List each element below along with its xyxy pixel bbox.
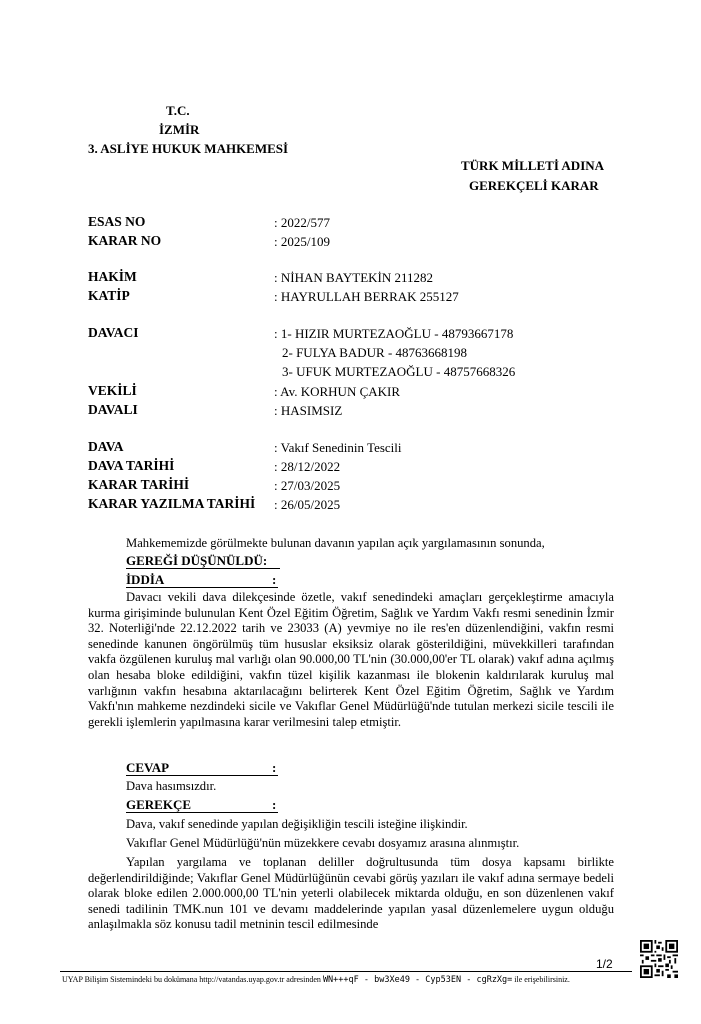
davaci-3: 3- UFUK MURTEZAOĞLU - 48757668326 [282,364,516,379]
header-tc: T.C. [166,103,190,118]
karar-value: : 2025/109 [274,234,330,249]
gerekce-underline [126,812,278,813]
dava-tarihi-label: DAVA TARİHİ [88,458,175,473]
davali-value: : HASIMSIZ [274,403,343,418]
vekili-value: : Av. KORHUN ÇAKIR [274,384,401,399]
davaci-1: : 1- HIZIR MURTEZAOĞLU - 48793667178 [274,326,514,341]
davaci-label: DAVACI [88,325,139,340]
cevap-text: Dava hasımsızdır. [126,779,217,793]
dava-label: DAVA [88,439,124,454]
cevap-underline [126,775,278,776]
yazilma-value: : 26/05/2025 [274,497,341,512]
header-decision: GEREKÇELİ KARAR [469,178,599,193]
gerekce-heading: GEREKÇE [126,797,192,812]
hakim-value: : NİHAN BAYTEKİN 211282 [274,270,434,285]
footer-text [62,975,570,985]
gerek-underline [126,568,280,569]
gerekce-text: Yapılan yargılama ve toplanan deliller doğrultusunda tüm dosya kapsamı birlikte değerlendirildiğinde; Vakıflar Genel Müdürlüğünün cevabi görüş yazıları ile vakıf adına sermaye bedeli olarak bloke edilen 2.000.000,00 TL'nin yeterli olabilecek miktarda olduğu, en son düzenlenen vakıf senedi tadilinin TMK.nun 101 ve devamı maddelerinde yapılan yasal düzenlemelere uygun olduğu anlaşılmakla söz konusu tadil metninin tescil edilmesinde [88,855,614,932]
page-number: 1/2 [596,957,613,971]
davali-label: DAVALI [88,402,138,417]
gerekce-line-2: Vakıflar Genel Müdürlüğü'nün müzekkere cevabı dosyamız arasına alınmıştır. [126,836,520,850]
esas-value: : 2022/577 [274,215,330,230]
footer-suffix: ile erişebilirsiniz. [512,975,570,984]
iddia-underline [126,587,278,588]
karar-label: KARAR NO [88,233,162,248]
karar-tarihi-label: KARAR TARİHİ [88,477,190,492]
footer-prefix: UYAP Bilişim Sistemindeki bu dokümana http://vatandas.uyap.gov.tr adresinden [62,975,323,984]
gerekce-paragraph [88,855,614,933]
katip-value: : HAYRULLAH BERRAK 255127 [274,289,459,304]
davaci-2: 2- FULYA BADUR - 48763668198 [282,345,468,360]
iddia-paragraph [88,590,614,730]
gerekce-colon: : [272,797,277,812]
iddia-text: Davacı vekili dava dilekçesinde özetle, vakıf senedindeki amaçları gerçekleştirme amacıyla kurma girişiminde bulunulan Kent Özel Eğitim Öğretim, Sağlık ve Yardım Vakfı resmi senedinin İzmir 32. Noterliği'nde 22.12.2022 tarih ve 23033 (A) yevmiye no ile res'en düzenlendiğini, vakfın resmi senedinde kanunen öngörülmüş tüm hususlar eksiksiz olarak gösterildiğini, müvekkilleri tarafından vakfa özgülenen kuruluş mal varlığı olan 90.000,00 TL'nin (30.000,00'er TL olarak) vakıf adına açılmış olan hesaba bloke edildiğini, vakfın tüzel kişilik kazanması ile blokenin kaldırılarak kuruluş mal varlığının vakfın hesabına aktarılacağını belirterek Kent Özel Eğitim Öğretim, Sağlık ve Yardım Vakfı'nın mahkeme nezdindeki sicile ve Vakıflar Genel Müdürlüğü'nde tutulan merkezi sicile tescili ile gerekli işlemlerin yapılmasına karar verilmesini talep etmiştir. [88,590,614,729]
gerekce-line-1: Dava, vakıf senedinde yapılan değişikliğin tescili isteğine ilişkindir. [126,817,468,831]
dava-tarihi-value: : 28/12/2022 [274,459,341,474]
verification-code: WN+++qF - bw3Xe49 - Cyp53EN - cgRzXg= [322,975,513,985]
karar-tarihi-value: : 27/03/2025 [274,478,341,493]
qr-code-icon [640,940,678,978]
vekili-label: VEKİLİ [88,383,137,398]
esas-label: ESAS NO [88,214,146,229]
iddia-heading: İDDİA [126,572,165,587]
dava-value: : Vakıf Senedinin Tescili [274,440,402,455]
header-city: İZMİR [159,122,200,137]
header-nation: TÜRK MİLLETİ ADINA [461,158,605,173]
katip-label: KATİP [88,288,130,303]
footer-rule [60,971,632,972]
hakim-label: HAKİM [88,269,137,284]
yazilma-label: KARAR YAZILMA TARİHİ [88,496,256,511]
cevap-heading: CEVAP [126,760,170,775]
cevap-colon: : [272,760,277,775]
header-court: 3. ASLİYE HUKUK MAHKEMESİ [88,141,289,156]
gerek-heading: GEREĞİ DÜŞÜNÜLDÜ: [126,553,268,568]
iddia-colon: : [272,572,277,587]
intro-text: Mahkememizde görülmekte bulunan davanın yapılan açık yargılamasının sonunda, [126,536,545,550]
